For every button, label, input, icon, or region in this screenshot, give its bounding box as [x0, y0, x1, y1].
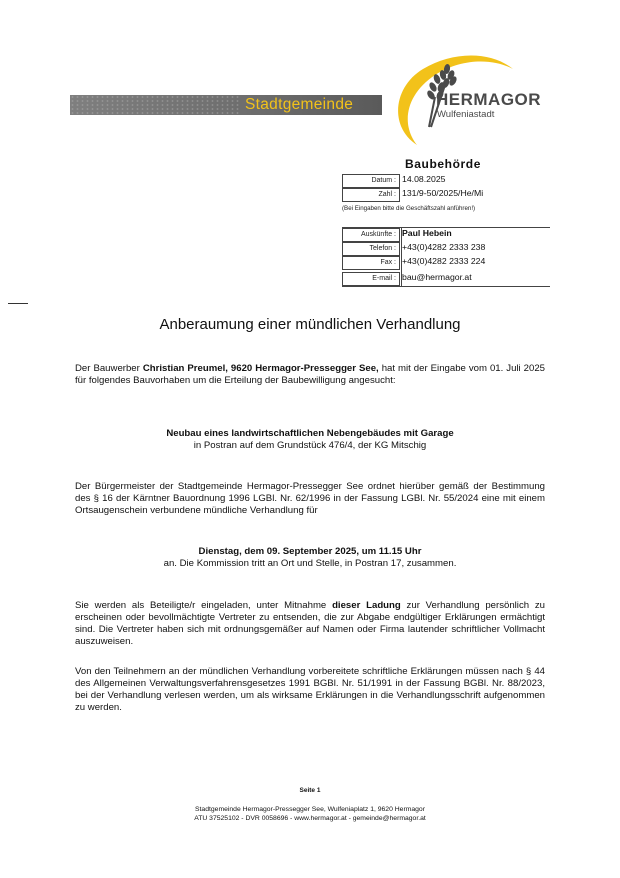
reference-note: (Bei Eingaben bitte die Geschäftszahl anführen!)	[342, 205, 476, 212]
fax-label: Fax :	[342, 256, 400, 270]
date-value: 14.08.2025	[402, 174, 446, 184]
contact-value: Paul Hebein	[402, 228, 452, 238]
banner-text: Stadtgemeinde	[245, 96, 354, 113]
applicant-name: Christian Preumel, 9620 Hermagor-Pressegger See,	[142, 363, 379, 374]
footer-address: Stadtgemeinde Hermagor-Pressegger See, Wulfeniaplatz 1, 9620 Hermagor	[195, 806, 425, 813]
banner-texture	[70, 95, 240, 115]
phone-label: Telefon :	[342, 242, 400, 256]
logo-name: HERMAGOR	[436, 90, 542, 109]
fold-mark	[8, 303, 28, 304]
project-title: Neubau eines landwirtschaftlichen Nebengebäudes mit Garage	[166, 428, 454, 439]
logo-subtitle: Wulfeniastadt	[437, 109, 495, 120]
divider-line	[342, 286, 550, 287]
reference-value: 131/9-50/2025/He/Mi	[402, 188, 484, 198]
reference-label: Zahl :	[342, 188, 400, 202]
email-label: E-mail :	[342, 272, 400, 286]
document-title: Anberaumung einer mündlichen Verhandlung	[159, 316, 461, 333]
footer-contact: ATU 37525102 - DVR 0058696 - www.hermagor.at - gemeinde@hermagor.at	[194, 815, 426, 822]
paragraph-application	[75, 363, 545, 387]
emphasis-text: dieser Ladung	[332, 600, 401, 611]
text-run: Sie werden als Beteiligte/r eingeladen, unter Mitnahme	[75, 600, 333, 611]
email-link[interactable]: bau@hermagor.at	[402, 272, 472, 282]
divider-line	[401, 228, 402, 286]
hearing-date: Dienstag, dem 09. September 2025, um 11.15 Uhr	[198, 546, 422, 557]
hearing-meeting: an. Die Kommission tritt an Ort und Stelle, in Postran 17, zusammen.	[163, 558, 457, 569]
contact-label: Auskünfte :	[342, 228, 400, 242]
text-run: hat mit der Eingabe vom 01. Juli 2025 für folgendes Bauvorhaben um die Erteilung der Baubewilligung angesucht:	[75, 363, 546, 387]
date-label: Datum :	[342, 174, 400, 188]
text-run: zur Verhandlung persönlich zu erscheinen oder bevollmächtigte Vertreter zu entsenden, die zur Abgabe endgültiger Erklärungen ermächtigt sind. Die Vertreter haben sich mit ordnungsgemäßer auf Namen oder Firma lautender schriftlicher Vollmacht auszuweisen.	[75, 600, 545, 648]
paragraph-statements: Von den Teilnehmern an der mündlichen Verhandlung vorbereitete schriftliche Erklärungen müssen nach § 44 des Allgemeinen Verwaltungsverfahrensgesetzes 1991 BGBl. Nr. 51/1991 in der Fassung BGBl. Nr. 88/2023, bei der Verhandlung verlesen werden, um als wirksame Erklärungen in die Verhandlungsschrift aufgenommen zu werden.	[75, 666, 545, 714]
paragraph-order: Der Bürgermeister der Stadtgemeinde Hermagor-Pressegger See ordnet hierüber gemäß der Bestimmung des § 16 der Kärntner Bauordnung 1996 LGBl. Nr. 62/1996 in der Fassung LGBl. Nr. 55/2024 eine mit einem Ortsaugenschein verbundene mündliche Verhandlung für	[75, 481, 545, 517]
page-number: Seite 1	[299, 787, 321, 794]
project-location: in Postran auf dem Grundstück 476/4, der KG Mitschig	[193, 440, 427, 451]
department-name: Baubehörde	[405, 157, 482, 171]
fax-value: +43(0)4282 2333 224	[402, 256, 486, 266]
phone-value: +43(0)4282 2333 238	[402, 242, 486, 252]
paragraph-invitation	[75, 600, 545, 648]
text-run: Der Bauwerber	[75, 363, 143, 374]
